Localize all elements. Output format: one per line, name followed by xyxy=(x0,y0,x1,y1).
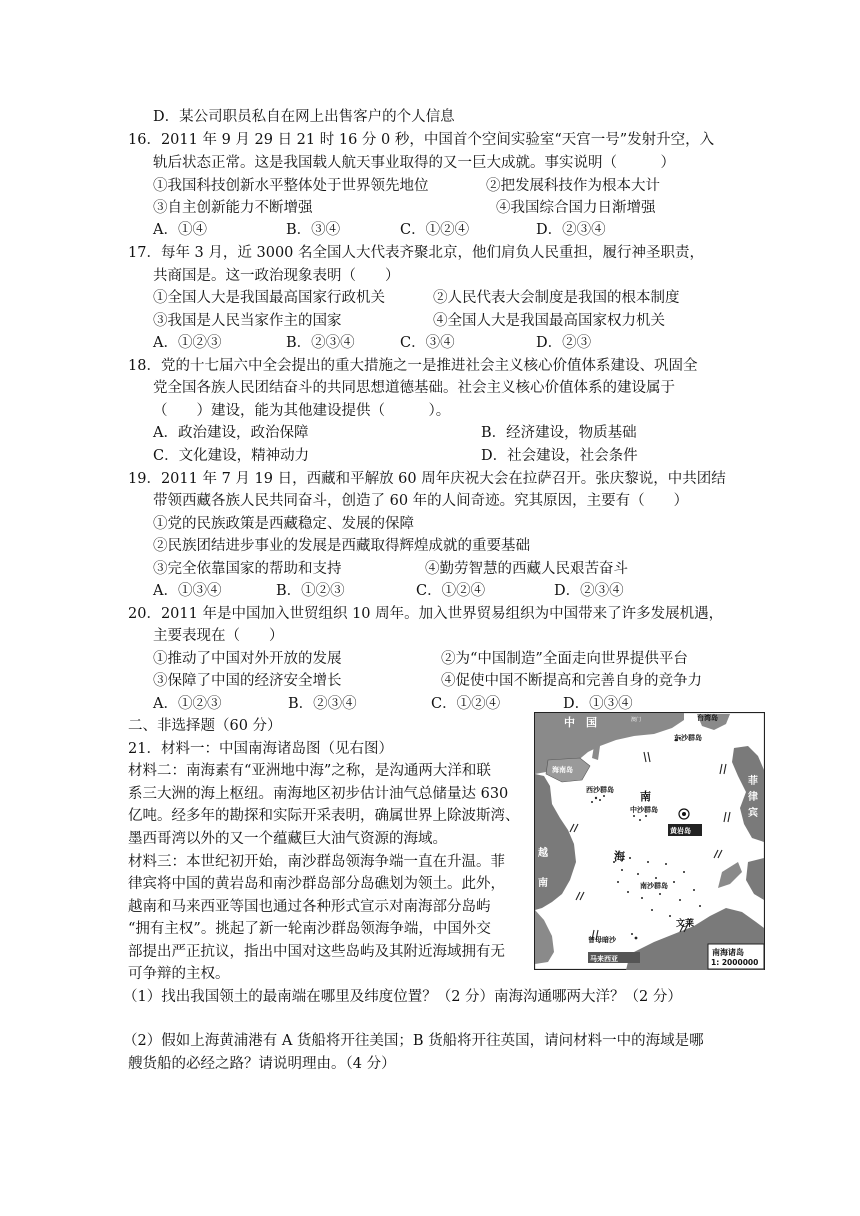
south-china-sea-map xyxy=(534,712,765,970)
q17-statement-2: ②人民代表大会制度是我国的根本制度 xyxy=(433,290,680,306)
q16-statement-4: ④我国综合国力日渐增强 xyxy=(496,200,656,216)
q16-statement-2: ②把发展科技作为根本大计 xyxy=(486,178,660,194)
q18-choice-a[interactable]: A．政治建设，政治保障 xyxy=(153,425,309,441)
q19-choice-d[interactable]: D．②③④ xyxy=(554,583,624,599)
q21-subquestion-2-line1: （2）假如上海黄浦港有 A 货船将开往美国；B 货船将开往英国，请问材料一中的海域是哪 xyxy=(123,1033,704,1049)
label-phil-1: 菲 xyxy=(748,776,758,787)
q16-stem: 16．2011 年 9 月 29 日 21 时 16 分 0 秒，中国首个空间实验室“天宫一号”发射升空，入 xyxy=(128,132,715,148)
q21-material-2-line3: 亿吨。经多年的勘探和实际开采表明，确属世界上除波斯湾、 xyxy=(128,808,520,824)
q21-material-3-line4: “拥有主权”。挑起了新一轮南沙群岛领海争端，中国外交 xyxy=(128,921,491,937)
q20-choice-a[interactable]: A．①②③ xyxy=(153,696,222,712)
q18-stem-cont: 党全国各族人民团结奋斗的共同思想道德基础。社会主义核心价值体系的建设属于 xyxy=(153,380,675,396)
label-taiwan: 台湾岛 xyxy=(697,714,718,722)
q20-statement-2: ②为“中国制造”全面走向世界提供平台 xyxy=(441,651,688,667)
label-vietnam-1: 越 xyxy=(538,848,548,859)
q20-statement-3: ③保障了中国的经济安全增长 xyxy=(153,673,342,689)
q17-statement-4: ④全国人大是我国最高国家权力机关 xyxy=(433,313,665,329)
label-sea-hai: 海 xyxy=(614,850,625,863)
q21-material-1: 21．材料一：中国南海诸岛图（见右图） xyxy=(128,741,393,757)
q16-choice-b[interactable]: B．③④ xyxy=(286,222,341,238)
label-zhongsha: 中沙群岛 xyxy=(630,806,658,814)
q20-choice-c[interactable]: C．①②④ xyxy=(431,696,501,712)
label-china: 中 国 xyxy=(564,716,597,729)
q20-stem: 20．2011 年是中国加入世贸组织 10 周年。加入世界贸易组织为中国带来了许多发展机遇， xyxy=(128,606,724,622)
q16-statement-1: ①我国科技创新水平整体处于世界领先地位 xyxy=(153,178,429,194)
label-phil-2: 律 xyxy=(748,792,758,803)
q17-choice-a[interactable]: A．①②③ xyxy=(153,335,222,351)
q20-statement-4: ④促使中国不断提高和完善自身的竞争力 xyxy=(441,673,702,689)
q16-choice-d[interactable]: D．②③④ xyxy=(536,222,606,238)
q18-choice-c[interactable]: C．文化建设，精神动力 xyxy=(153,448,310,464)
q21-material-3-line2: 律宾将中国的黄岩岛和南沙群岛部分岛礁划为领土。此外， xyxy=(128,876,505,892)
label-zengmu: 曾母暗沙 xyxy=(588,936,616,944)
q21-material-2-line2: 系三大洲的海上枢纽。南海地区初步估计油气总储量达 630 xyxy=(128,786,509,802)
q17-choice-c[interactable]: C．③④ xyxy=(400,335,455,351)
q21-subquestion-2-line2: 艘货船的必经之路？请说明理由。（4 分） xyxy=(128,1056,396,1072)
label-phil-3: 宾 xyxy=(748,808,758,819)
q20-statement-1: ①推动了中国对外开放的发展 xyxy=(153,651,342,667)
q16-statement-3: ③自主创新能力不断增强 xyxy=(153,200,313,216)
q21-material-3-line6: 可争辩的主权。 xyxy=(128,966,230,982)
q19-statement-1: ①党的民族政策是西藏稳定、发展的保障 xyxy=(153,516,414,532)
q18-choice-b[interactable]: B．经济建设，物质基础 xyxy=(481,425,637,441)
label-vietnam-2: 南 xyxy=(538,878,548,889)
q17-statement-1: ①全国人大是我国最高国家行政机关 xyxy=(153,290,385,306)
q18-stem-cont-2: （ ）建设，能为其他建设提供（ ）。 xyxy=(153,403,451,419)
q19-choice-a[interactable]: A．①③④ xyxy=(153,583,222,599)
q15-option-d: D．某公司职员私自在网上出售客户的个人信息 xyxy=(153,109,455,125)
label-huangyan: 黄岩岛 xyxy=(670,827,691,835)
q20-choice-d[interactable]: D．①③④ xyxy=(563,696,633,712)
q17-choice-b[interactable]: B．②③④ xyxy=(286,335,355,351)
q18-choice-d[interactable]: D．社会建设，社会条件 xyxy=(481,448,638,464)
q17-choice-d[interactable]: D．②③ xyxy=(536,335,592,351)
q17-stem: 17．每年 3 月，近 3000 名全国人大代表齐聚北京，他们肩负人民重担，履行神圣职责， xyxy=(128,245,705,261)
q16-choice-a[interactable]: A．①④ xyxy=(153,222,207,238)
q21-material-2-line4: 墨西哥湾以外的又一个蕴藏巨大油气资源的海域。 xyxy=(128,831,447,847)
section-heading: 二、非选择题（60 分） xyxy=(128,718,282,734)
q19-choice-c[interactable]: C．①②④ xyxy=(416,583,486,599)
label-dongsha: 东沙群岛 xyxy=(674,734,702,742)
q21-material-3-line5: 部提出严正抗议，指出中国对这些岛屿及其附近海域拥有无 xyxy=(128,944,505,960)
q19-statement-2: ②民族团结进步事业的发展是西藏取得辉煌成就的重要基础 xyxy=(153,538,530,554)
legend-title: 南海诸岛 xyxy=(712,948,744,957)
label-tiny: 澳门 xyxy=(631,717,642,723)
q20-stem-cont: 主要表现在（ ） xyxy=(153,628,284,644)
label-xisha: 西沙群岛 xyxy=(586,786,614,794)
q20-choice-b[interactable]: B．②③④ xyxy=(288,696,357,712)
q21-material-3-line3: 越南和马来西亚等国也通过各种形式宣示对南海部分岛屿 xyxy=(128,899,491,915)
q16-choice-c[interactable]: C．①②④ xyxy=(400,222,470,238)
q17-stem-cont: 共商国是。这一政治现象表明（ ） xyxy=(153,268,400,284)
q19-stem: 19．2011 年 7 月 19 日，西藏和平解放 60 周年庆祝大会在拉萨召开。张庆黎说，中共团结 xyxy=(128,471,726,487)
q21-material-3-line1: 材料三：本世纪初开始，南沙群岛领海争端一直在升温。菲 xyxy=(128,854,505,870)
q21-material-2-line1: 材料二：南海素有“亚洲地中海”之称，是沟通两大洋和联 xyxy=(128,763,491,779)
label-malaysia: 马来西亚 xyxy=(590,955,618,963)
label-sea-nan: 南 xyxy=(640,790,651,803)
q19-statement-4: ④勤劳智慧的西藏人民艰苦奋斗 xyxy=(425,561,628,577)
label-hainan: 海南岛 xyxy=(552,766,573,774)
q21-subquestion-1: （1）找出我国领土的最南端在哪里及纬度位置？（2 分）南海沟通哪两大洋？（2 分） xyxy=(123,989,682,1005)
q18-stem: 18．党的十七届六中全会提出的重大措施之一是推进社会主义核心价值体系建设、巩固全 xyxy=(128,358,698,374)
q19-choice-b[interactable]: B．①②③ xyxy=(276,583,345,599)
label-nansha: 南沙群岛 xyxy=(640,882,668,890)
q19-statement-3: ③完全依靠国家的帮助和支持 xyxy=(153,561,342,577)
q16-stem-cont: 轨后状态正常。这是我国载人航天事业取得的又一巨大成就。事实说明（ ） xyxy=(153,155,675,171)
legend-scale: 1: 2000000 xyxy=(711,958,759,967)
q19-stem-cont: 带领西藏各族人民共同奋斗，创造了 60 年的人间奇迹。究其原因，主要有（ ） xyxy=(153,493,689,509)
label-brunei: 文莱 xyxy=(676,919,695,929)
q17-statement-3: ③我国是人民当家作主的国家 xyxy=(153,313,342,329)
